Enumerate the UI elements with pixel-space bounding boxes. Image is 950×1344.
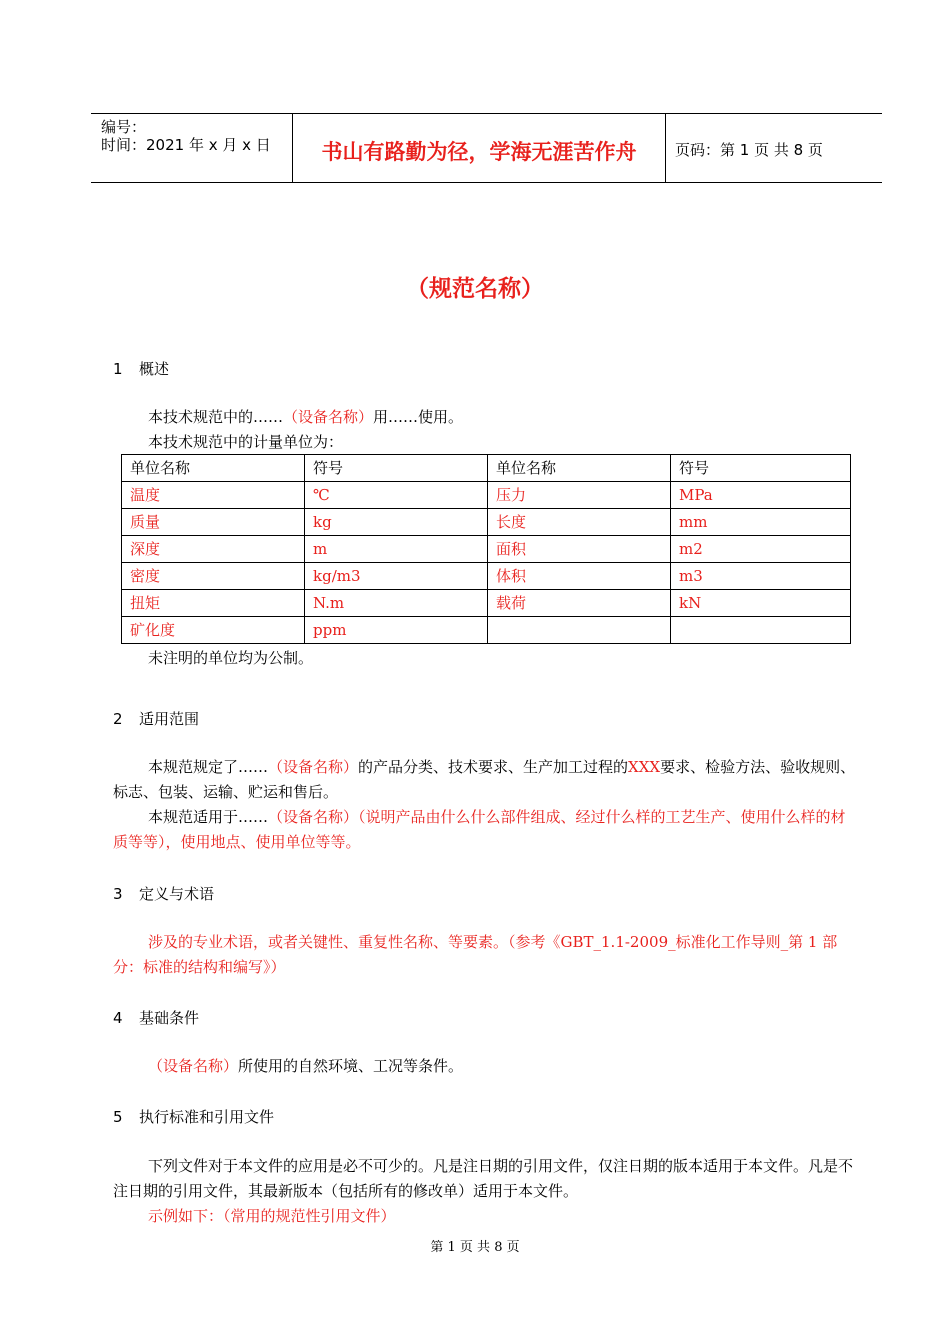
table-cell: m3 [671,563,851,590]
table-cell [488,617,671,644]
section-1-paragraph-2: 本技术规范中的计量单位为： [148,433,344,451]
section-number: 3 [113,885,123,903]
table-cell: 密度 [122,563,305,590]
equipment-name-placeholder: （设备名称） [268,758,359,776]
equipment-description-placeholder: （设备名称）（说明产品由什么什么部件组成、经过什么样的工艺生产、使用什么样的材质等等） [113,808,846,851]
table-cell: 温度 [122,482,305,509]
section-title: 适用范围 [139,710,200,728]
table-row [122,509,851,536]
table-cell: 矿化度 [122,617,305,644]
section-4-paragraph-1 [113,1054,858,1079]
text-run: 要求、检验方法、验收规则、标志、包装、运输、贮运和售后。 [113,758,856,801]
table-cell: MPa [671,482,851,509]
table-cell: N.m [305,590,488,617]
section-heading-1 [113,358,169,379]
section-title: 执行标准和引用文件 [139,1108,275,1126]
table-cell: 长度 [488,509,671,536]
table-cell: m2 [671,536,851,563]
section-title: 基础条件 [139,1009,200,1027]
section-5-example: 示例如下：（常用的规范性引用文件） [148,1207,396,1225]
section-1-note: 未注明的单位均为公制。 [148,649,314,667]
table-cell: kg [305,509,488,536]
text-run: 本规范适用于…… [148,808,269,826]
header-motto: 书山有路勤为径，学海无涯苦作舟 [321,140,637,164]
table-cell: 压力 [488,482,671,509]
table-cell: 面积 [488,536,671,563]
table-cell: 体积 [488,563,671,590]
xxx-placeholder: XXX [628,758,661,776]
table-cell: 扭矩 [122,590,305,617]
document-title: （规范名称） [406,276,544,302]
document-header [91,113,882,183]
header-page-cell [666,114,882,182]
text-run: 本技术规范中的…… [148,408,284,426]
section-5-paragraph-1: 下列文件对于本文件的应用是必不可少的。凡是注日期的引用文件，仅注日期的版本适用于本文件。凡是不注日期的引用文件，其最新版本（包括所有的修改单）适用于本文件。 [113,1157,854,1200]
header-meta-cell [91,114,293,182]
table-row [122,590,851,617]
table-cell: ppm [305,617,488,644]
table-cell: 质量 [122,509,305,536]
table-header-cell: 符号 [305,455,488,482]
table-row [122,482,851,509]
section-3-paragraph-1: 涉及的专业术语，或者关键性、重复性名称、等要素。（参考《GBT_1.1-2009_标准化工作导则_第 1 部分：标准的结构和编写》） [113,933,838,976]
table-header-cell: 符号 [671,455,851,482]
section-title: 概述 [139,360,170,378]
table-cell: m [305,536,488,563]
text-run: 用……使用。 [373,408,464,426]
table-header-row [122,455,851,482]
text-run: 的产品分类、技术要求、生产加工过程的 [358,758,629,776]
section-heading-3 [113,883,214,904]
table-row [122,536,851,563]
table-header-cell: 单位名称 [122,455,305,482]
text-run: 本规范规定了…… [148,758,269,776]
section-heading-4 [113,1007,199,1028]
section-2-paragraph-1 [113,755,858,805]
section-number: 2 [113,710,123,728]
table-cell: ℃ [305,482,488,509]
text-run: ，使用地点、使用单位等等。 [165,833,361,851]
table-cell [671,617,851,644]
table-header-cell: 单位名称 [488,455,671,482]
section-2-paragraph-2 [113,805,858,855]
section-1-paragraph-1 [113,405,858,430]
table-cell: kg/m3 [305,563,488,590]
table-row [122,617,851,644]
section-number: 4 [113,1009,123,1027]
units-table [121,454,851,644]
header-page-label: 页码：第 1 页 共 8 页 [675,141,823,159]
header-motto-cell [293,114,666,182]
section-heading-2 [113,708,199,729]
table-cell: kN [671,590,851,617]
equipment-name-placeholder: （设备名称） [148,1057,239,1075]
section-number: 1 [113,360,123,378]
section-number: 5 [113,1108,123,1126]
document-time-label: 时间：2021 年 x 月 x 日 [101,136,271,154]
table-cell: 载荷 [488,590,671,617]
table-cell: 深度 [122,536,305,563]
text-run: 所使用的自然环境、工况等条件。 [238,1057,464,1075]
section-title: 定义与术语 [139,885,215,903]
table-row [122,563,851,590]
document-number-label: 编号： [101,118,147,136]
equipment-name-placeholder: （设备名称） [283,408,374,426]
table-cell: mm [671,509,851,536]
page-footer: 第 1 页 共 8 页 [430,1240,520,1255]
section-heading-5 [113,1106,274,1127]
